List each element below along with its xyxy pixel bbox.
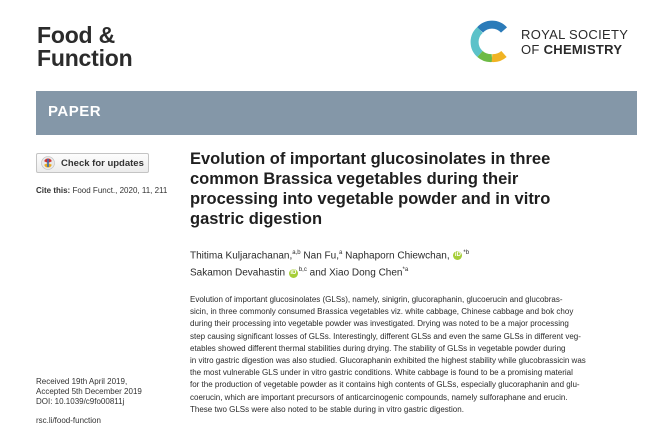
abstract [190, 294, 618, 416]
author-name[interactable]: Naphaporn Chiewchan, [345, 250, 450, 262]
publication-dates [36, 377, 142, 407]
check-for-updates-label: Check for updates [61, 157, 144, 169]
author-affiliation: *a [402, 267, 409, 274]
author-conjunction: and [309, 267, 327, 279]
article-type-banner [36, 91, 637, 135]
journal-title-line1: Food & [37, 22, 115, 48]
rsc-c-logo-icon [470, 20, 514, 64]
orcid-icon[interactable]: iD [290, 269, 297, 276]
author-affiliation: *b [463, 250, 470, 256]
title-line3: processing into vegetable powder and in vitro [190, 190, 551, 208]
accepted-date: Accepted 5th December 2019 [36, 387, 142, 396]
article-title [190, 149, 620, 229]
publisher-logo[interactable] [470, 20, 628, 64]
abstract-line: Evolution of important glucosinolates (GLSs), namely, sinigrin, glucoraphanin, glucoerucin and glucobras- [190, 295, 563, 304]
citation-text: Food Funct., 2020, 11, 211 [72, 186, 168, 195]
title-line1: Evolution of important glucosinolates in three [190, 150, 551, 168]
publisher-line2-bold: CHEMISTRY [543, 42, 623, 57]
received-date: Received 19th April 2019, [36, 377, 128, 386]
author-row-2 [190, 263, 630, 280]
author-name[interactable]: Thitima Kuljarachanan, [190, 250, 293, 262]
journal-url[interactable] [36, 416, 101, 425]
check-for-updates-button[interactable] [36, 153, 149, 173]
title-line2: common Brassica vegetables during their [190, 170, 519, 188]
journal-title [37, 24, 133, 70]
article-type-label: PAPER [48, 103, 102, 120]
publisher-name [521, 27, 628, 57]
publisher-line1: ROYAL SOCIETY [521, 27, 629, 42]
abstract-line: in vitro gastric digestion was also studied. Glucoraphanin exhibited the highest stability while glucobrassicin was [190, 356, 586, 366]
abstract-line: the most vulnerable GLS under in vitro gastric conditions. White cabbage is found to be a promising material [190, 368, 573, 378]
journal-title-line2: Function [37, 45, 133, 71]
author-row-1 [190, 246, 630, 263]
abstract-line: during their processing into vegetable powder was investigated. Drying was noted to be a major processing [190, 319, 569, 329]
author-affiliation: b,c [298, 267, 307, 274]
abstract-line: etables showed different thermal stabilities during drying. The stability of GLSs in vegetable powder during [190, 343, 566, 353]
doi[interactable]: DOI: 10.1039/c9fo00811j [36, 397, 125, 406]
abstract-line: coerucin, which are important precursors of anticarcinogenic compounds, namely sulforaphane and erucin. [190, 392, 568, 402]
author-name[interactable]: Nan Fu, [303, 250, 339, 262]
citation-label: Cite this: [36, 186, 71, 195]
abstract-line: for the production of vegetable powder as it contains high contents of GLSs, especially glucoraphanin and glu- [190, 380, 580, 390]
abstract-line: step causing significant losses of GLSs. Interestingly, different GLSs and even the same GLSs in different veg- [190, 331, 581, 341]
author-name[interactable]: Sakamon Devahastin [190, 267, 286, 279]
title-line4: gastric digestion [190, 210, 323, 228]
author-list [190, 246, 630, 281]
author-affiliation: a [338, 250, 343, 256]
publisher-line2 [521, 42, 628, 57]
citation [36, 186, 167, 195]
author-affiliation: a,b [292, 250, 301, 256]
crossmark-icon [41, 156, 55, 170]
abstract-line: These two GLSs were also noted to be stable during in vitro gastric digestion. [190, 404, 464, 414]
abstract-line: sicin, in three commonly consumed Brassica vegetables viz. white cabbage, Chinese cabbage and bok choy [190, 307, 574, 317]
author-name[interactable]: Xiao Dong Chen [329, 267, 403, 279]
publisher-line2-prefix: OF [521, 42, 544, 57]
journal-url-link[interactable]: rsc.li/food-function [36, 416, 101, 425]
orcid-icon[interactable]: iD [454, 252, 461, 259]
